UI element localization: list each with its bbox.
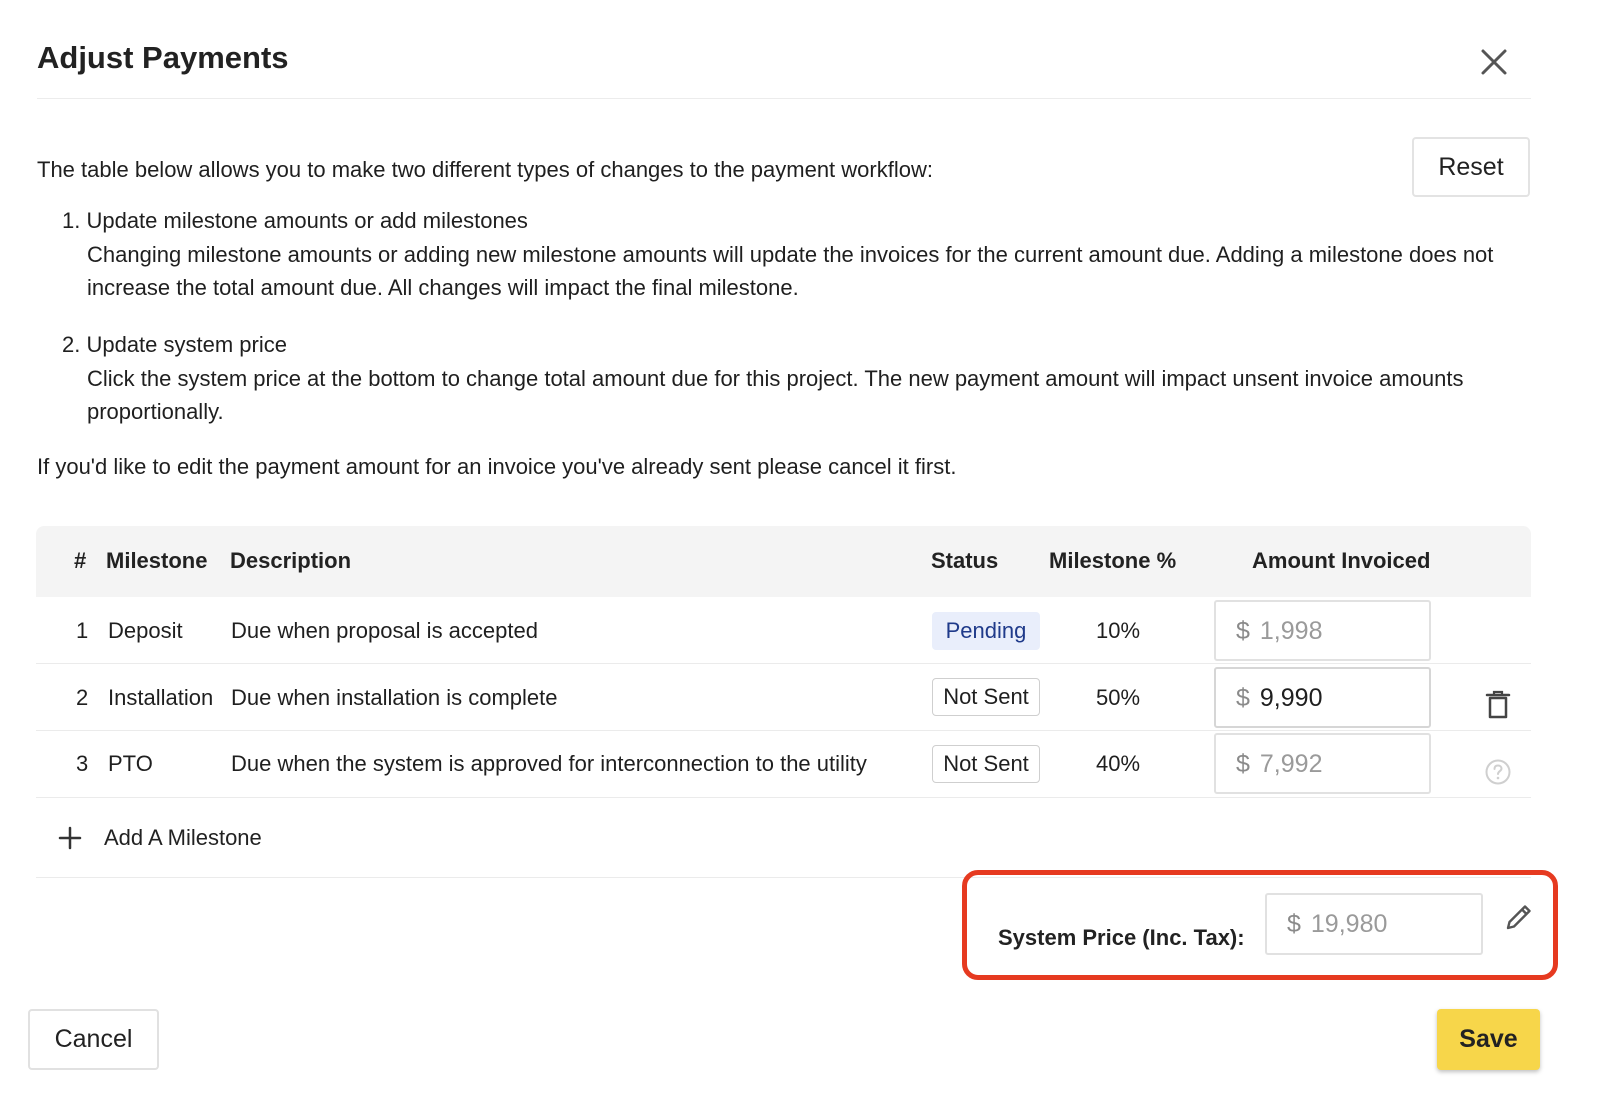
row-divider: [36, 730, 1531, 731]
header-amount: Amount Invoiced: [1252, 548, 1431, 573]
row-divider: [36, 663, 1531, 664]
reset-button[interactable]: Reset: [1412, 137, 1530, 197]
header-divider: [37, 98, 1531, 99]
cancel-note: If you'd like to edit the payment amount for an invoice you've already sent please cancel it first.: [37, 454, 957, 479]
header-status: Status: [931, 548, 999, 573]
currency-symbol: $: [1236, 617, 1250, 645]
instruction-heading-2: 2. Update system price: [62, 332, 287, 357]
cancel-button[interactable]: Cancel: [28, 1009, 159, 1070]
add-milestone-label: Add A Milestone: [104, 825, 262, 850]
status-badge: Not Sent: [932, 745, 1040, 783]
currency-symbol: $: [1236, 750, 1250, 778]
instruction-body-1: Changing milestone amounts or adding new milestone amounts will update the invoices for the current amount due. Adding a milestone does not increase the total amount due. All changes will impact the final milestone.: [87, 242, 1494, 300]
close-icon: [1474, 42, 1514, 82]
instruction-heading-1: 1. Update milestone amounts or add milestones: [62, 208, 528, 233]
header-description: Description: [230, 548, 352, 573]
close-button[interactable]: [1474, 42, 1514, 82]
amount-value: 7,992: [1259, 750, 1323, 778]
row-milestone: Deposit: [108, 618, 183, 643]
header-num: #: [74, 548, 87, 573]
row-percent: 50%: [1096, 685, 1141, 710]
row-description: Due when installation is complete: [231, 685, 558, 710]
status-badge: Not Sent: [932, 678, 1040, 716]
plus-icon: [58, 826, 82, 850]
amount-value: 1,998: [1259, 617, 1323, 645]
currency-symbol: $: [1287, 910, 1301, 938]
intro-text: The table below allows you to make two different types of changes to the payment workflow:: [37, 157, 933, 182]
system-price-label: System Price (Inc. Tax):: [998, 925, 1245, 950]
save-button[interactable]: Save: [1437, 1009, 1540, 1070]
row-description: Due when the system is approved for interconnection to the utility: [231, 751, 867, 776]
row-num: 1: [76, 618, 89, 643]
row-divider: [36, 797, 1531, 798]
row-num: 3: [76, 751, 89, 776]
help-circle-icon[interactable]: [1485, 759, 1511, 785]
header-percent: Milestone %: [1049, 548, 1177, 573]
row-num: 2: [76, 685, 89, 710]
amount-input[interactable]: [1214, 667, 1431, 728]
pencil-icon: [1503, 901, 1535, 933]
amount-input: [1214, 733, 1431, 794]
instruction-body-2: Click the system price at the bottom to change total amount due for this project. The new payment amount will impact unsent invoice amounts proportionally.: [87, 366, 1464, 424]
header-milestone: Milestone: [106, 548, 208, 573]
row-description: Due when proposal is accepted: [231, 618, 538, 643]
trash-icon: [1485, 690, 1511, 720]
system-price-input[interactable]: [1265, 893, 1483, 955]
status-badge: Pending: [932, 612, 1040, 650]
add-milestone-button[interactable]: [58, 820, 262, 856]
row-milestone: PTO: [108, 751, 153, 776]
amount-value: 9,990: [1259, 684, 1323, 712]
dialog-title: Adjust Payments: [37, 40, 289, 75]
currency-symbol: $: [1236, 684, 1250, 712]
row-milestone: Installation: [108, 685, 214, 710]
system-price-value: 19,980: [1310, 910, 1388, 938]
row-percent: 10%: [1096, 618, 1141, 643]
edit-system-price-button[interactable]: [1503, 901, 1535, 933]
row-percent: 40%: [1096, 751, 1141, 776]
amount-input: [1214, 600, 1431, 661]
delete-milestone-button[interactable]: [1485, 690, 1511, 720]
